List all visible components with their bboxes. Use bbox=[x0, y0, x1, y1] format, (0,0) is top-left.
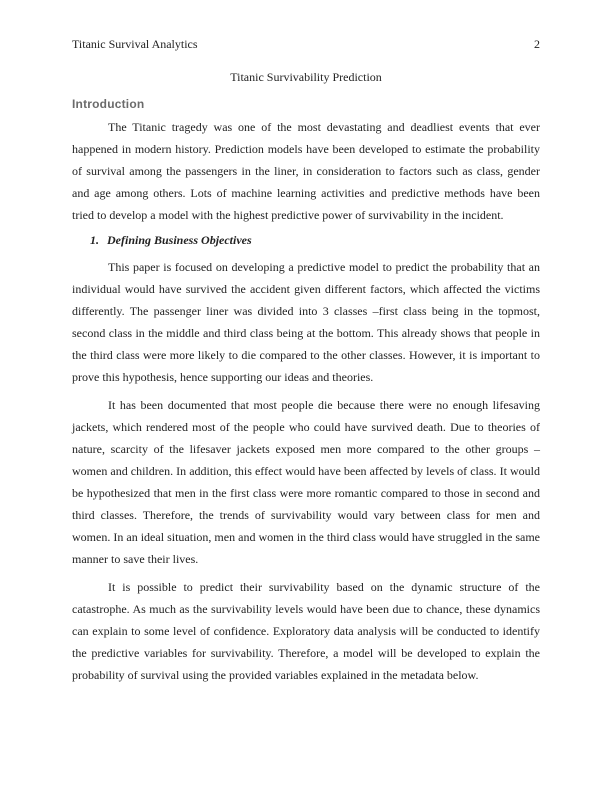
document-title: Titanic Survivability Prediction bbox=[230, 70, 382, 84]
body-paragraph: It has been documented that most people die because there were no enough lifesaving jackets, which rendered most of the people who could have survived death. Due to theories of nature, scarcity of the lifesaver jackets exposed men more compared to the other groups – women and children. In addition, this effect would have been affected by levels of class. It would be hypothesized that men in the first class were more romantic compared to those in second and third classes. Therefore, the trends of survivability would vary between class for men and women. In an ideal situation, men and women in the third class would have struggled in the same manner to save their lives. bbox=[72, 398, 540, 566]
document-body bbox=[72, 69, 540, 692]
page-number: 2 bbox=[534, 37, 540, 51]
introduction-heading: Introduction bbox=[72, 97, 145, 111]
section-number: 1. bbox=[90, 233, 99, 247]
section-heading-business-objectives bbox=[90, 232, 540, 248]
body-paragraph: It is possible to predict their survivability based on the dynamic structure of the catastrophe. As much as the survivability levels would have been due to chance, these dynamics can explain to some level of confidence. Exploratory data analysis will be conducted to identify the predictive variables for survivability. Therefore, a model will be developed to explain the probability of survival using the provided variables explained in the metadata below. bbox=[72, 580, 540, 682]
running-title: Titanic Survival Analytics bbox=[72, 37, 198, 51]
page-header bbox=[72, 36, 540, 52]
body-paragraph: This paper is focused on developing a predictive model to predict the probability that an individual would have survived the accident given different factors, which affected the victims differently. The passenger liner was divided into 3 classes –first class being in the topmost, second class in the middle and third class being at the bottom. This already shows that people in the third class were more likely to die compared to the other classes. However, it is important to prove this hypothesis, hence supporting our ideas and theories. bbox=[72, 260, 540, 384]
section-heading-text: Defining Business Objectives bbox=[107, 233, 252, 247]
introduction-paragraph: The Titanic tragedy was one of the most devastating and deadliest events that ever happened in modern history. Prediction models have been developed to estimate the probability of survival among the passengers in the liner, in consideration to factors such as class, gender and age among others. Lots of machine learning activities and predictive methods have been tried to develop a model with the highest predictive power of survivability in the incident. bbox=[72, 120, 540, 222]
